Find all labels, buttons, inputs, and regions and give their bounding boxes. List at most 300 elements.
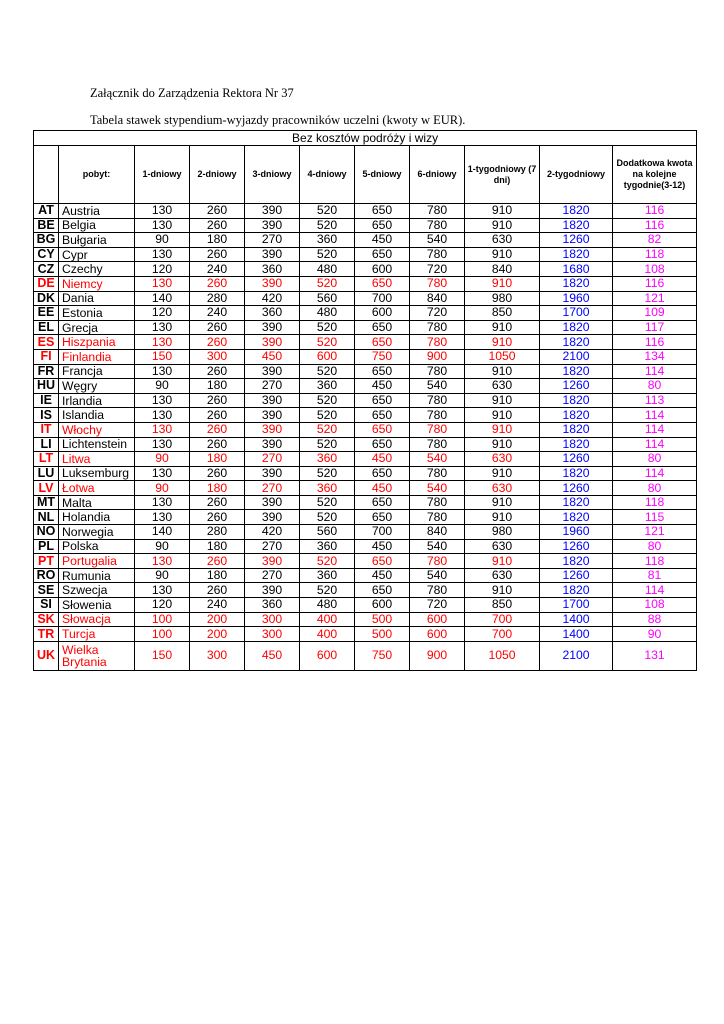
rate-2-week: 1260: [540, 452, 613, 467]
rate-2-day: 240: [190, 262, 245, 277]
table-row: [34, 612, 697, 627]
rate-2-day: 180: [190, 452, 245, 467]
country-code: MT: [34, 495, 59, 510]
rate-1-day: 150: [135, 641, 190, 670]
rate-5-day: 650: [355, 466, 410, 481]
rate-1-week: 910: [465, 393, 540, 408]
rate-1-day: 140: [135, 291, 190, 306]
rate-1-day: 90: [135, 379, 190, 394]
rate-5-day: 650: [355, 554, 410, 569]
rate-1-week: 700: [465, 627, 540, 642]
country-code: IS: [34, 408, 59, 423]
rate-3-day: 390: [245, 335, 300, 350]
rate-extra-weeks: 114: [613, 422, 697, 437]
rate-6-day: 540: [410, 481, 465, 496]
rate-5-day: 600: [355, 306, 410, 321]
rate-extra-weeks: 108: [613, 262, 697, 277]
rate-extra-weeks: 118: [613, 554, 697, 569]
rate-1-week: 910: [465, 320, 540, 335]
rate-1-week: 850: [465, 306, 540, 321]
rate-1-week: 910: [465, 510, 540, 525]
rate-1-week: 630: [465, 539, 540, 554]
country-name: Irlandia: [59, 393, 135, 408]
header-1-day: 1-dniowy: [135, 146, 190, 204]
rate-2-week: 1680: [540, 262, 613, 277]
rate-2-day: 180: [190, 568, 245, 583]
rate-1-week: 910: [465, 437, 540, 452]
rate-2-day: 280: [190, 291, 245, 306]
rate-4-day: 520: [300, 437, 355, 452]
rate-1-week: 910: [465, 554, 540, 569]
rate-3-day: 270: [245, 452, 300, 467]
rate-5-day: 450: [355, 379, 410, 394]
rate-2-day: 180: [190, 379, 245, 394]
rate-1-day: 100: [135, 612, 190, 627]
rate-extra-weeks: 118: [613, 247, 697, 262]
table-row: [34, 539, 697, 554]
country-name: Czechy: [59, 262, 135, 277]
country-name: Estonia: [59, 306, 135, 321]
rate-1-day: 130: [135, 335, 190, 350]
country-code: PT: [34, 554, 59, 569]
rate-extra-weeks: 88: [613, 612, 697, 627]
country-name: Holandia: [59, 510, 135, 525]
rate-extra-weeks: 121: [613, 525, 697, 540]
rate-3-day: 390: [245, 204, 300, 219]
rate-2-day: 200: [190, 627, 245, 642]
rate-4-day: 520: [300, 393, 355, 408]
rate-1-day: 120: [135, 598, 190, 613]
rate-2-week: 1700: [540, 306, 613, 321]
country-code: RO: [34, 568, 59, 583]
rate-3-day: 390: [245, 276, 300, 291]
country-name: Szwecja: [59, 583, 135, 598]
rate-1-week: 910: [465, 422, 540, 437]
table-caption: Bez kosztów podróży i wizy: [34, 131, 697, 146]
rate-6-day: 780: [410, 554, 465, 569]
rate-2-day: 260: [190, 510, 245, 525]
rate-1-week: 700: [465, 612, 540, 627]
table-row: [34, 393, 697, 408]
rate-1-week: 630: [465, 379, 540, 394]
country-code: CY: [34, 247, 59, 262]
rate-extra-weeks: 114: [613, 364, 697, 379]
country-name: Wielka Brytania: [59, 641, 135, 670]
country-code: EE: [34, 306, 59, 321]
rate-2-week: 2100: [540, 641, 613, 670]
rate-6-day: 840: [410, 525, 465, 540]
rate-4-day: 520: [300, 276, 355, 291]
rate-1-day: 120: [135, 306, 190, 321]
rate-6-day: 780: [410, 583, 465, 598]
rate-2-week: 1260: [540, 379, 613, 394]
rate-extra-weeks: 81: [613, 568, 697, 583]
rate-2-day: 260: [190, 204, 245, 219]
rate-5-day: 650: [355, 408, 410, 423]
rate-1-day: 90: [135, 481, 190, 496]
table-row: [34, 598, 697, 613]
rate-6-day: 780: [410, 393, 465, 408]
rate-1-week: 910: [465, 583, 540, 598]
rate-3-day: 390: [245, 364, 300, 379]
rate-1-day: 130: [135, 466, 190, 481]
rate-1-week: 910: [465, 466, 540, 481]
table-row: [34, 349, 697, 364]
rate-4-day: 480: [300, 598, 355, 613]
country-code: PL: [34, 539, 59, 554]
table-row: [34, 379, 697, 394]
country-name: Rumunia: [59, 568, 135, 583]
country-name: Grecja: [59, 320, 135, 335]
country-code: DE: [34, 276, 59, 291]
rate-5-day: 450: [355, 452, 410, 467]
rate-3-day: 360: [245, 598, 300, 613]
rate-5-day: 600: [355, 262, 410, 277]
country-code: TR: [34, 627, 59, 642]
rate-extra-weeks: 109: [613, 306, 697, 321]
rate-5-day: 650: [355, 204, 410, 219]
header-2-week: 2-tygodniowy: [540, 146, 613, 204]
rate-extra-weeks: 116: [613, 204, 697, 219]
rate-6-day: 900: [410, 641, 465, 670]
rate-1-week: 910: [465, 495, 540, 510]
country-name: Portugalia: [59, 554, 135, 569]
rate-5-day: 650: [355, 422, 410, 437]
rate-extra-weeks: 80: [613, 452, 697, 467]
rate-1-week: 630: [465, 481, 540, 496]
header-extra-weeks: Dodatkowa kwota na kolejne tygodnie(3-12): [613, 146, 697, 204]
rate-6-day: 540: [410, 233, 465, 248]
rate-6-day: 720: [410, 598, 465, 613]
country-name: Słowenia: [59, 598, 135, 613]
table-row: [34, 481, 697, 496]
rate-1-day: 130: [135, 276, 190, 291]
rate-1-week: 910: [465, 218, 540, 233]
rate-2-week: 1820: [540, 364, 613, 379]
table-row: [34, 554, 697, 569]
country-name: Słowacja: [59, 612, 135, 627]
rate-2-day: 260: [190, 437, 245, 452]
rate-5-day: 750: [355, 641, 410, 670]
rate-1-week: 630: [465, 568, 540, 583]
rate-1-day: 130: [135, 218, 190, 233]
header-1-week: 1-tygodniowy (7 dni): [465, 146, 540, 204]
rate-1-day: 90: [135, 233, 190, 248]
table-row: [34, 510, 697, 525]
header-2-day: 2-dniowy: [190, 146, 245, 204]
rate-1-day: 130: [135, 422, 190, 437]
rate-6-day: 720: [410, 262, 465, 277]
header-stay: pobyt:: [59, 146, 135, 204]
country-code: CZ: [34, 262, 59, 277]
table-row: [34, 583, 697, 598]
rate-5-day: 650: [355, 437, 410, 452]
rate-4-day: 480: [300, 262, 355, 277]
rate-6-day: 780: [410, 510, 465, 525]
rate-2-day: 260: [190, 276, 245, 291]
rate-3-day: 270: [245, 539, 300, 554]
country-name: Norwegia: [59, 525, 135, 540]
rate-2-week: 1820: [540, 276, 613, 291]
rate-4-day: 520: [300, 583, 355, 598]
table-title: Tabela stawek stypendium-wyjazdy pracowników uczelni (kwoty w EUR).: [90, 113, 466, 127]
rate-4-day: 560: [300, 525, 355, 540]
rate-5-day: 600: [355, 598, 410, 613]
rate-extra-weeks: 113: [613, 393, 697, 408]
rate-3-day: 390: [245, 495, 300, 510]
country-name: Polska: [59, 539, 135, 554]
rate-3-day: 360: [245, 306, 300, 321]
country-code: NL: [34, 510, 59, 525]
rate-3-day: 300: [245, 612, 300, 627]
rate-2-day: 180: [190, 481, 245, 496]
rate-4-day: 520: [300, 422, 355, 437]
rate-2-week: 1820: [540, 408, 613, 423]
rate-2-day: 300: [190, 349, 245, 364]
table-row: [34, 437, 697, 452]
rate-6-day: 840: [410, 291, 465, 306]
country-name: Dania: [59, 291, 135, 306]
table-row: [34, 408, 697, 423]
rate-5-day: 650: [355, 218, 410, 233]
rate-3-day: 390: [245, 247, 300, 262]
rate-4-day: 600: [300, 349, 355, 364]
rate-6-day: 780: [410, 437, 465, 452]
rate-2-week: 1820: [540, 495, 613, 510]
country-name: Niemcy: [59, 276, 135, 291]
rate-1-day: 130: [135, 495, 190, 510]
rate-5-day: 500: [355, 627, 410, 642]
country-name: Hiszpania: [59, 335, 135, 350]
country-name: Luksemburg: [59, 466, 135, 481]
rate-extra-weeks: 80: [613, 539, 697, 554]
document-heading: Załącznik do Zarządzenia Rektora Nr 37: [90, 86, 294, 100]
rate-6-day: 780: [410, 335, 465, 350]
rate-1-week: 630: [465, 233, 540, 248]
rate-6-day: 600: [410, 627, 465, 642]
rate-4-day: 360: [300, 233, 355, 248]
rate-4-day: 520: [300, 247, 355, 262]
country-name: Łotwa: [59, 481, 135, 496]
rate-4-day: 480: [300, 306, 355, 321]
rate-extra-weeks: 90: [613, 627, 697, 642]
country-code: SK: [34, 612, 59, 627]
country-name: Bułgaria: [59, 233, 135, 248]
country-code: BE: [34, 218, 59, 233]
rate-3-day: 390: [245, 466, 300, 481]
rate-extra-weeks: 108: [613, 598, 697, 613]
country-name: Islandia: [59, 408, 135, 423]
table-row: [34, 276, 697, 291]
rate-4-day: 360: [300, 539, 355, 554]
rate-4-day: 520: [300, 554, 355, 569]
country-code: SE: [34, 583, 59, 598]
rate-1-day: 90: [135, 568, 190, 583]
rate-2-week: 1820: [540, 583, 613, 598]
header-5-day: 5-dniowy: [355, 146, 410, 204]
country-name: Austria: [59, 204, 135, 219]
rate-6-day: 780: [410, 204, 465, 219]
rate-1-week: 910: [465, 364, 540, 379]
rate-2-day: 300: [190, 641, 245, 670]
table-row: [34, 422, 697, 437]
rate-6-day: 780: [410, 495, 465, 510]
rate-1-day: 90: [135, 452, 190, 467]
header-4-day: 4-dniowy: [300, 146, 355, 204]
rate-2-day: 180: [190, 233, 245, 248]
rate-extra-weeks: 114: [613, 437, 697, 452]
rate-2-day: 260: [190, 393, 245, 408]
rate-3-day: 390: [245, 437, 300, 452]
rate-6-day: 780: [410, 466, 465, 481]
rate-extra-weeks: 117: [613, 320, 697, 335]
rate-6-day: 780: [410, 320, 465, 335]
rate-2-week: 1820: [540, 247, 613, 262]
country-code: FI: [34, 349, 59, 364]
country-name: Turcja: [59, 627, 135, 642]
rate-6-day: 780: [410, 364, 465, 379]
rate-2-week: 1820: [540, 554, 613, 569]
rate-1-day: 130: [135, 583, 190, 598]
rate-1-day: 130: [135, 320, 190, 335]
country-name: Litwa: [59, 452, 135, 467]
rate-1-day: 120: [135, 262, 190, 277]
rate-2-day: 240: [190, 598, 245, 613]
country-code: IT: [34, 422, 59, 437]
country-name: Francja: [59, 364, 135, 379]
country-name: Belgia: [59, 218, 135, 233]
table-row: [34, 218, 697, 233]
country-name: Lichtenstein: [59, 437, 135, 452]
rate-3-day: 390: [245, 510, 300, 525]
country-code: BG: [34, 233, 59, 248]
rate-1-day: 130: [135, 408, 190, 423]
rate-4-day: 520: [300, 218, 355, 233]
country-code: AT: [34, 204, 59, 219]
table-row: [34, 320, 697, 335]
table-row: [34, 525, 697, 540]
country-code: FR: [34, 364, 59, 379]
table-row: [34, 364, 697, 379]
rate-1-day: 130: [135, 247, 190, 262]
rate-4-day: 360: [300, 568, 355, 583]
rate-2-week: 1820: [540, 218, 613, 233]
rate-1-day: 130: [135, 554, 190, 569]
rate-4-day: 360: [300, 452, 355, 467]
country-code: SI: [34, 598, 59, 613]
country-name: Węgry: [59, 379, 135, 394]
rate-1-week: 910: [465, 204, 540, 219]
table-row: [34, 641, 697, 670]
rate-1-week: 910: [465, 408, 540, 423]
rate-1-day: 90: [135, 539, 190, 554]
rate-2-week: 1820: [540, 320, 613, 335]
rate-2-day: 260: [190, 247, 245, 262]
rate-3-day: 390: [245, 218, 300, 233]
rate-4-day: 520: [300, 466, 355, 481]
rate-5-day: 650: [355, 247, 410, 262]
table-row: [34, 495, 697, 510]
country-code: NO: [34, 525, 59, 540]
rate-4-day: 600: [300, 641, 355, 670]
rate-2-week: 1820: [540, 204, 613, 219]
rate-1-week: 840: [465, 262, 540, 277]
rate-extra-weeks: 82: [613, 233, 697, 248]
rate-1-day: 140: [135, 525, 190, 540]
rate-4-day: 520: [300, 495, 355, 510]
table-row: [34, 233, 697, 248]
rate-5-day: 650: [355, 583, 410, 598]
rate-6-day: 780: [410, 247, 465, 262]
rate-extra-weeks: 131: [613, 641, 697, 670]
rate-2-week: 1820: [540, 422, 613, 437]
rate-5-day: 450: [355, 539, 410, 554]
rate-4-day: 400: [300, 627, 355, 642]
rate-3-day: 390: [245, 583, 300, 598]
rate-2-day: 180: [190, 539, 245, 554]
rate-2-day: 260: [190, 583, 245, 598]
table-row: [34, 335, 697, 350]
country-name: Włochy: [59, 422, 135, 437]
rate-3-day: 450: [245, 349, 300, 364]
rate-extra-weeks: 114: [613, 408, 697, 423]
rate-1-week: 910: [465, 247, 540, 262]
rate-1-week: 1050: [465, 349, 540, 364]
rate-extra-weeks: 114: [613, 466, 697, 481]
rate-5-day: 750: [355, 349, 410, 364]
rate-extra-weeks: 116: [613, 276, 697, 291]
rate-2-week: 1820: [540, 437, 613, 452]
rate-5-day: 650: [355, 510, 410, 525]
rate-1-week: 910: [465, 276, 540, 291]
table-row: [34, 291, 697, 306]
header-3-day: 3-dniowy: [245, 146, 300, 204]
rate-2-week: 1260: [540, 481, 613, 496]
rate-2-day: 260: [190, 364, 245, 379]
rate-4-day: 360: [300, 481, 355, 496]
rate-6-day: 780: [410, 218, 465, 233]
rate-2-day: 260: [190, 495, 245, 510]
country-code: UK: [34, 641, 59, 670]
rate-4-day: 560: [300, 291, 355, 306]
rate-3-day: 390: [245, 320, 300, 335]
rate-extra-weeks: 121: [613, 291, 697, 306]
rate-5-day: 450: [355, 568, 410, 583]
country-code: EL: [34, 320, 59, 335]
rate-6-day: 780: [410, 408, 465, 423]
rate-6-day: 900: [410, 349, 465, 364]
rate-3-day: 300: [245, 627, 300, 642]
country-code: DK: [34, 291, 59, 306]
rate-5-day: 650: [355, 320, 410, 335]
rate-2-week: 1820: [540, 393, 613, 408]
rate-2-week: 1260: [540, 539, 613, 554]
rate-3-day: 420: [245, 525, 300, 540]
rate-3-day: 270: [245, 481, 300, 496]
table-row: [34, 247, 697, 262]
rate-4-day: 520: [300, 408, 355, 423]
rate-extra-weeks: 134: [613, 349, 697, 364]
rate-3-day: 450: [245, 641, 300, 670]
rate-2-day: 200: [190, 612, 245, 627]
rate-1-day: 130: [135, 437, 190, 452]
table-row: [34, 204, 697, 219]
table-row: [34, 568, 697, 583]
rate-2-day: 260: [190, 320, 245, 335]
rate-1-week: 910: [465, 335, 540, 350]
rate-2-day: 260: [190, 335, 245, 350]
rate-2-week: 1820: [540, 335, 613, 350]
